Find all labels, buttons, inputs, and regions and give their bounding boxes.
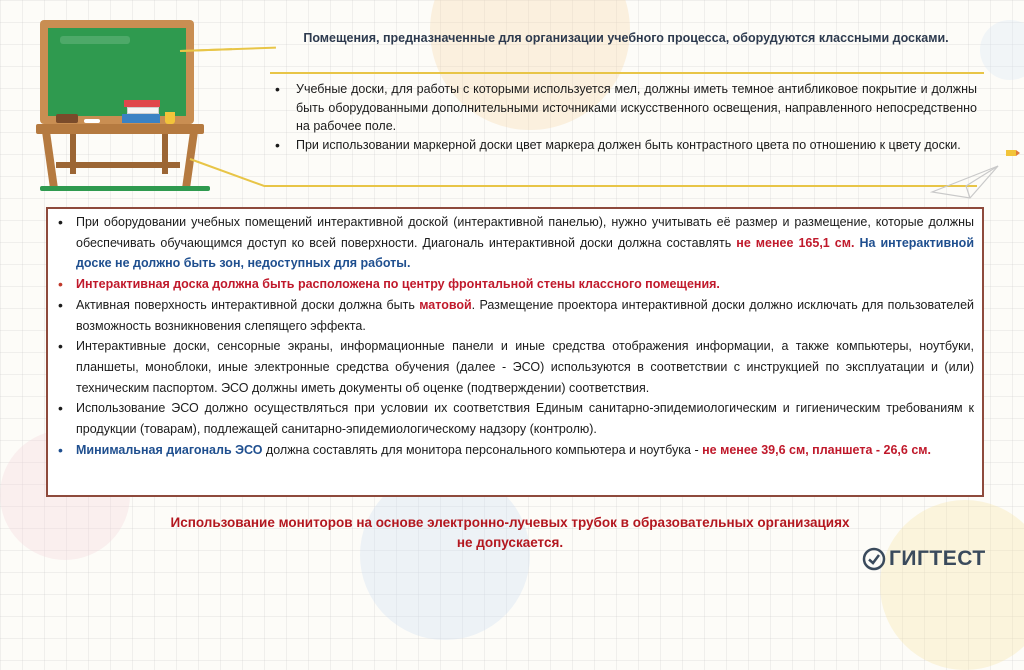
highlight-blue: Минимальная диагональ ЭСО <box>76 442 263 457</box>
easel-leg <box>162 134 168 174</box>
item-text: Использование ЭСО должно осуществляться при условии их соответствия Единым санитарно-эпидемиологическим и гигиеническим требованиям к продукции (товарам), подлежащей санитарно-эпидемиологическому надзору (контролю). <box>76 401 974 437</box>
item-text: При оборудовании учебных помещений интерактивной доской (интерактивной панелью), нужно учитывать её размер и размещение, которые должны обеспечивать обучающимся доступ ко всей поверхности. Диагональ интерактивной доски должна составлять <box>76 215 974 250</box>
book-icon <box>122 114 160 123</box>
cup-icon <box>165 112 175 124</box>
highlight-red: матовой <box>419 297 472 312</box>
requirements-box <box>46 207 984 497</box>
requirements-list <box>56 212 974 460</box>
item-text: . Размещение проектора интерактивной доски должно исключать для пользователей возможность возникновения слепящего эффекта. <box>76 297 975 333</box>
connector-line <box>180 48 232 52</box>
connector-line <box>265 185 977 187</box>
eraser-icon <box>56 114 78 123</box>
list-item <box>56 440 974 461</box>
list-item <box>56 212 974 274</box>
highlight-red: не менее 165,1 см. <box>736 235 855 250</box>
item-text: должна составлять для монитора персонального компьютера и ноутбука - <box>262 442 703 457</box>
footer-line: не допускается. <box>456 535 564 550</box>
connector-line <box>190 158 266 187</box>
item-text: Интерактивные доски, сенсорные экраны, информационные панели и иные средства отображения информации, а также компьютеры, ноутбуки, планшеты, моноблоки, иные электронные средства обучения (далее - ЭСО) используются в соответствии с инструкцией по эксплуатации и (или) техническим паспортом. ЭСО должны иметь документы об оценке (подтверждении) соответствия. <box>76 339 974 395</box>
easel-leg <box>42 134 57 186</box>
book-icon <box>127 107 159 114</box>
top-bullet-list <box>270 80 977 154</box>
chalk-icon <box>84 119 100 123</box>
list-item: • При использовании маркерной доски цвет маркера должен быть контрастного цвета по отношению к цвету доски. <box>270 136 977 155</box>
pencil-icon <box>1006 148 1020 158</box>
paper-plane-icon <box>930 162 1000 202</box>
connector-line <box>270 72 984 74</box>
highlight-red: Интерактивная доска должна быть расположена по центру фронтальной стены классного помещения. <box>76 277 720 292</box>
page-title: Помещения, предназначенные для организации учебного процесса, оборудуются классными досками. <box>303 31 949 45</box>
highlight-blue: На интерактивной доске не должно быть зон, недоступных для работы. <box>76 235 974 271</box>
easel-base <box>40 186 210 191</box>
check-circle-icon <box>862 547 886 571</box>
list-item <box>56 336 974 398</box>
book-icon <box>124 100 160 107</box>
easel-crossbar <box>56 162 180 168</box>
item-text: Активная поверхность интерактивной доски должна быть <box>76 297 420 312</box>
list-item <box>56 274 974 295</box>
footer-line: Использование мониторов на основе электронно-лучевых трубок в образовательных организациях <box>170 515 850 530</box>
highlight-red: не менее 39,6 см, планшета - 26,6 см. <box>702 442 931 457</box>
board-shine <box>60 36 130 44</box>
easel-leg <box>70 134 76 174</box>
footer-warning <box>90 513 930 553</box>
decor-blob <box>980 20 1024 80</box>
logo-text: ГИГТЕСТ <box>889 547 986 570</box>
list-item <box>56 398 974 439</box>
brand-logo <box>862 545 986 573</box>
board-tray <box>36 124 204 134</box>
list-item <box>56 295 974 336</box>
list-item: • Учебные доски, для работы с которыми используется мел, должны иметь темное антибликовое покрытие и должны быть оборудованными дополнительными источниками искусственного освещения, направленного непосредственно на рабочее поле. <box>270 80 977 136</box>
